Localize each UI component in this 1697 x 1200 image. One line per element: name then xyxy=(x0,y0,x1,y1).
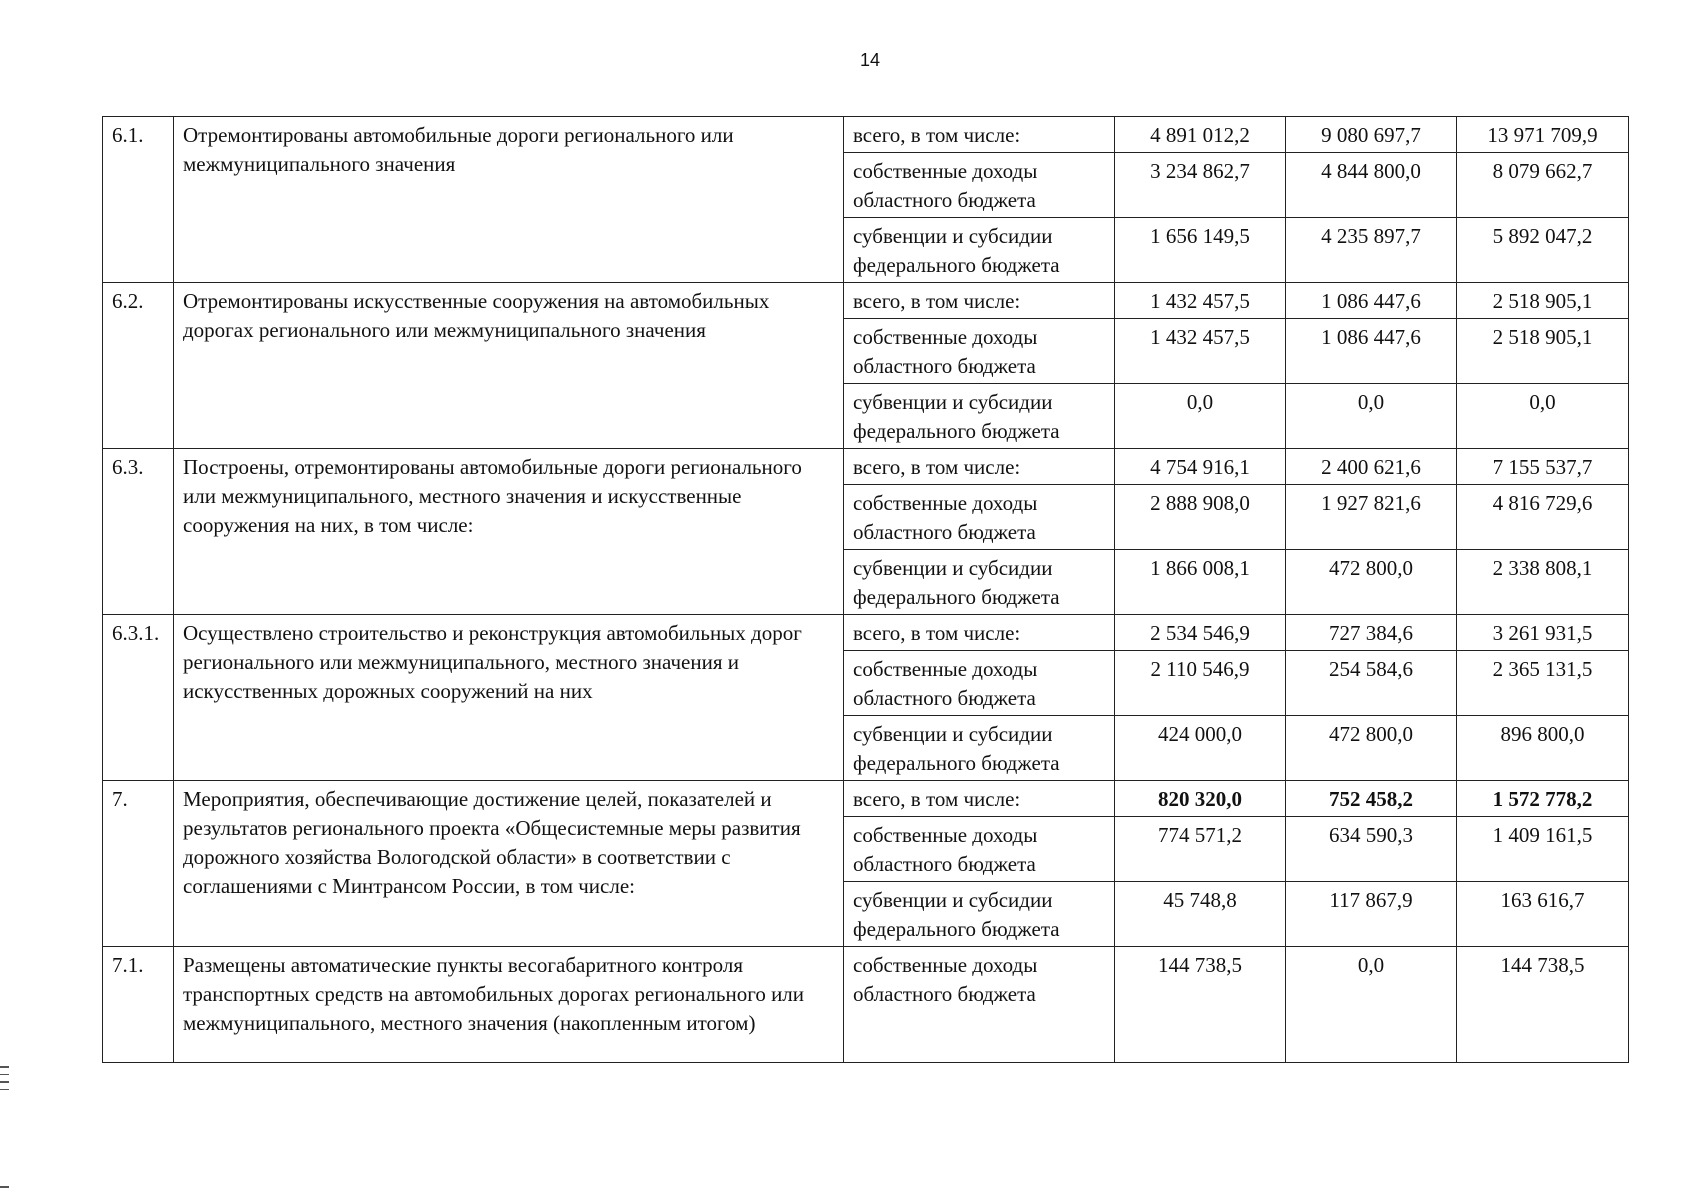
amount-year-2: 0,0 xyxy=(1286,947,1457,1063)
funding-source: всего, в том числе: xyxy=(844,117,1115,153)
amount-year-1: 1 432 457,5 xyxy=(1115,283,1286,319)
amount-year-1: 2 534 546,9 xyxy=(1115,615,1286,651)
amount-total: 896 800,0 xyxy=(1457,716,1629,781)
amount-total: 1 572 778,2 xyxy=(1457,781,1629,817)
amount-total: 0,0 xyxy=(1457,384,1629,449)
scan-edge-mark xyxy=(0,1186,9,1188)
amount-total: 13 971 709,9 xyxy=(1457,117,1629,153)
amount-year-2: 4 844 800,0 xyxy=(1286,153,1457,218)
amount-total: 8 079 662,7 xyxy=(1457,153,1629,218)
funding-source: собственные доходы областного бюджета xyxy=(844,153,1115,218)
amount-year-2: 634 590,3 xyxy=(1286,817,1457,882)
funding-source: собственные доходы областного бюджета xyxy=(844,319,1115,384)
funding-source: субвенции и субсидии федерального бюджета xyxy=(844,218,1115,283)
funding-source: субвенции и субсидии федерального бюджета xyxy=(844,716,1115,781)
table-row xyxy=(103,947,1629,1063)
amount-year-2: 254 584,6 xyxy=(1286,651,1457,716)
amount-total: 3 261 931,5 xyxy=(1457,615,1629,651)
item-title: Отремонтированы искусственные сооружения на автомобильных дорогах регионального или межмуниципального значения xyxy=(174,283,844,449)
amount-year-2: 472 800,0 xyxy=(1286,550,1457,615)
funding-source: субвенции и субсидии федерального бюджета xyxy=(844,550,1115,615)
amount-total: 1 409 161,5 xyxy=(1457,817,1629,882)
funding-source: собственные доходы областного бюджета xyxy=(844,947,1115,1063)
amount-year-1: 144 738,5 xyxy=(1115,947,1286,1063)
amount-year-1: 2 888 908,0 xyxy=(1115,485,1286,550)
amount-year-2: 4 235 897,7 xyxy=(1286,218,1457,283)
amount-year-1: 4 754 916,1 xyxy=(1115,449,1286,485)
amount-year-2: 1 086 447,6 xyxy=(1286,283,1457,319)
amount-total: 5 892 047,2 xyxy=(1457,218,1629,283)
amount-year-1: 45 748,8 xyxy=(1115,882,1286,947)
amount-year-1: 2 110 546,9 xyxy=(1115,651,1286,716)
item-title: Осуществлено строительство и реконструкция автомобильных дорог регионального или межмуниципального, местного значения и искусственных дорожных сооружений на них xyxy=(174,615,844,781)
funding-source: собственные доходы областного бюджета xyxy=(844,485,1115,550)
funding-source: субвенции и субсидии федерального бюджета xyxy=(844,384,1115,449)
budget-table xyxy=(102,116,1629,1063)
item-number: 6.3.1. xyxy=(103,615,174,781)
amount-total: 144 738,5 xyxy=(1457,947,1629,1063)
funding-source: собственные доходы областного бюджета xyxy=(844,817,1115,882)
amount-year-1: 3 234 862,7 xyxy=(1115,153,1286,218)
funding-source: всего, в том числе: xyxy=(844,283,1115,319)
item-title: Размещены автоматические пункты весогабаритного контроля транспортных средств на автомобильных дорогах регионального или межмуниципального, местного значения (накопленным итогом) xyxy=(174,947,844,1063)
amount-year-2: 9 080 697,7 xyxy=(1286,117,1457,153)
table-row xyxy=(103,781,1629,817)
amount-year-1: 1 656 149,5 xyxy=(1115,218,1286,283)
item-number: 6.1. xyxy=(103,117,174,283)
amount-year-2: 1 086 447,6 xyxy=(1286,319,1457,384)
amount-total: 2 338 808,1 xyxy=(1457,550,1629,615)
page-number: 14 xyxy=(859,50,881,70)
amount-year-2: 1 927 821,6 xyxy=(1286,485,1457,550)
item-number: 6.2. xyxy=(103,283,174,449)
item-number: 7. xyxy=(103,781,174,947)
amount-total: 2 518 905,1 xyxy=(1457,319,1629,384)
table-row xyxy=(103,283,1629,319)
item-title: Построены, отремонтированы автомобильные дороги регионального или межмуниципального, местного значения и искусственные сооружения на них, в том числе: xyxy=(174,449,844,615)
item-number: 7.1. xyxy=(103,947,174,1063)
table-row xyxy=(103,615,1629,651)
amount-year-1: 0,0 xyxy=(1115,384,1286,449)
amount-year-1: 424 000,0 xyxy=(1115,716,1286,781)
amount-total: 163 616,7 xyxy=(1457,882,1629,947)
amount-year-2: 727 384,6 xyxy=(1286,615,1457,651)
item-title: Мероприятия, обеспечивающие достижение целей, показателей и результатов регионального проекта «Общесистемные меры развития дорожного хозяйства Вологодской области» в соответствии с соглашениями с Минтрансом России, в том числе: xyxy=(174,781,844,947)
amount-total: 4 816 729,6 xyxy=(1457,485,1629,550)
funding-source: субвенции и субсидии федерального бюджета xyxy=(844,882,1115,947)
amount-total: 2 518 905,1 xyxy=(1457,283,1629,319)
table-row xyxy=(103,449,1629,485)
amount-year-2: 472 800,0 xyxy=(1286,716,1457,781)
item-number: 6.3. xyxy=(103,449,174,615)
funding-source: всего, в том числе: xyxy=(844,781,1115,817)
amount-total: 7 155 537,7 xyxy=(1457,449,1629,485)
amount-year-1: 774 571,2 xyxy=(1115,817,1286,882)
amount-year-1: 1 432 457,5 xyxy=(1115,319,1286,384)
amount-year-2: 0,0 xyxy=(1286,384,1457,449)
scan-edge-marks xyxy=(0,1066,10,1096)
funding-source: всего, в том числе: xyxy=(844,449,1115,485)
funding-source: собственные доходы областного бюджета xyxy=(844,651,1115,716)
amount-year-2: 752 458,2 xyxy=(1286,781,1457,817)
amount-year-2: 2 400 621,6 xyxy=(1286,449,1457,485)
item-title: Отремонтированы автомобильные дороги регионального или межмуниципального значения xyxy=(174,117,844,283)
funding-source: всего, в том числе: xyxy=(844,615,1115,651)
amount-year-2: 117 867,9 xyxy=(1286,882,1457,947)
amount-year-1: 820 320,0 xyxy=(1115,781,1286,817)
amount-year-1: 4 891 012,2 xyxy=(1115,117,1286,153)
amount-year-1: 1 866 008,1 xyxy=(1115,550,1286,615)
amount-total: 2 365 131,5 xyxy=(1457,651,1629,716)
table-row xyxy=(103,117,1629,153)
